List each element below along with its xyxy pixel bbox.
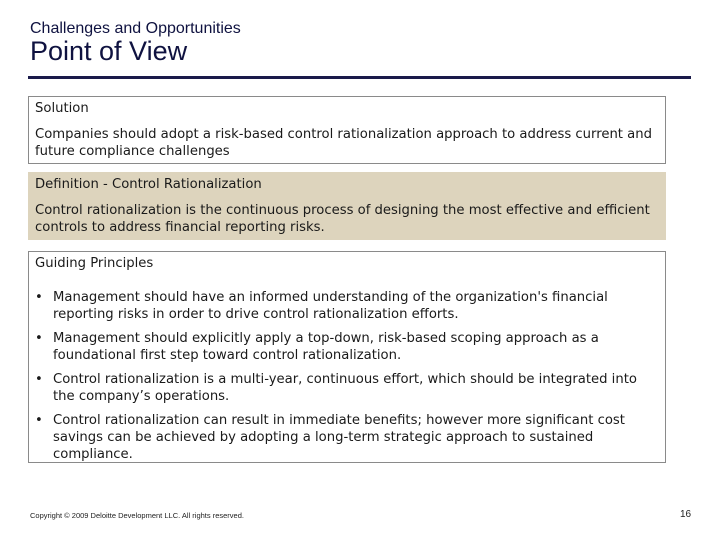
principles-list: [35, 289, 659, 463]
principles-box: [28, 251, 666, 463]
definition-box: [28, 172, 666, 240]
list-item: [35, 289, 659, 323]
copyright-notice: Copyright © 2009 Deloitte Development LLC. All rights reserved.: [30, 511, 244, 520]
solution-box: [28, 96, 666, 164]
list-item: [35, 371, 659, 405]
solution-heading: Solution: [35, 101, 89, 116]
list-item: [35, 412, 659, 463]
page-number: 16: [680, 509, 692, 520]
definition-heading: Definition - Control Rationalization: [35, 177, 262, 192]
bullet-icon: •: [35, 331, 43, 346]
principles-heading: Guiding Principles: [35, 256, 154, 271]
page-title: Point of View: [30, 36, 188, 66]
definition-body: Control rationalization is the continuous process of designing the most effective and efficient controls to address financial reporting risks.: [35, 203, 650, 235]
principle-text: Control rationalization can result in immediate benefits; however more significant cost savings can be achieved by adopting a long-term strategic approach to sustained compliance.: [53, 413, 625, 462]
principle-text: Management should have an informed understanding of the organization's financial reporting risks in order to drive control rationalization efforts.: [53, 290, 608, 322]
list-item: [35, 330, 659, 364]
bullet-icon: •: [35, 372, 43, 387]
section-subtitle: Challenges and Opportunities: [30, 20, 241, 37]
bullet-icon: •: [35, 290, 43, 305]
title-divider: [28, 76, 691, 79]
principle-text: Management should explicitly apply a top-down, risk-based scoping approach as a foundational first step toward control rationalization.: [53, 331, 599, 363]
bullet-icon: •: [35, 413, 43, 428]
solution-body: Companies should adopt a risk-based control rationalization approach to address current and future compliance challenges: [35, 127, 652, 159]
principle-text: Control rationalization is a multi-year, continuous effort, which should be integrated into the company’s operations.: [53, 372, 637, 404]
